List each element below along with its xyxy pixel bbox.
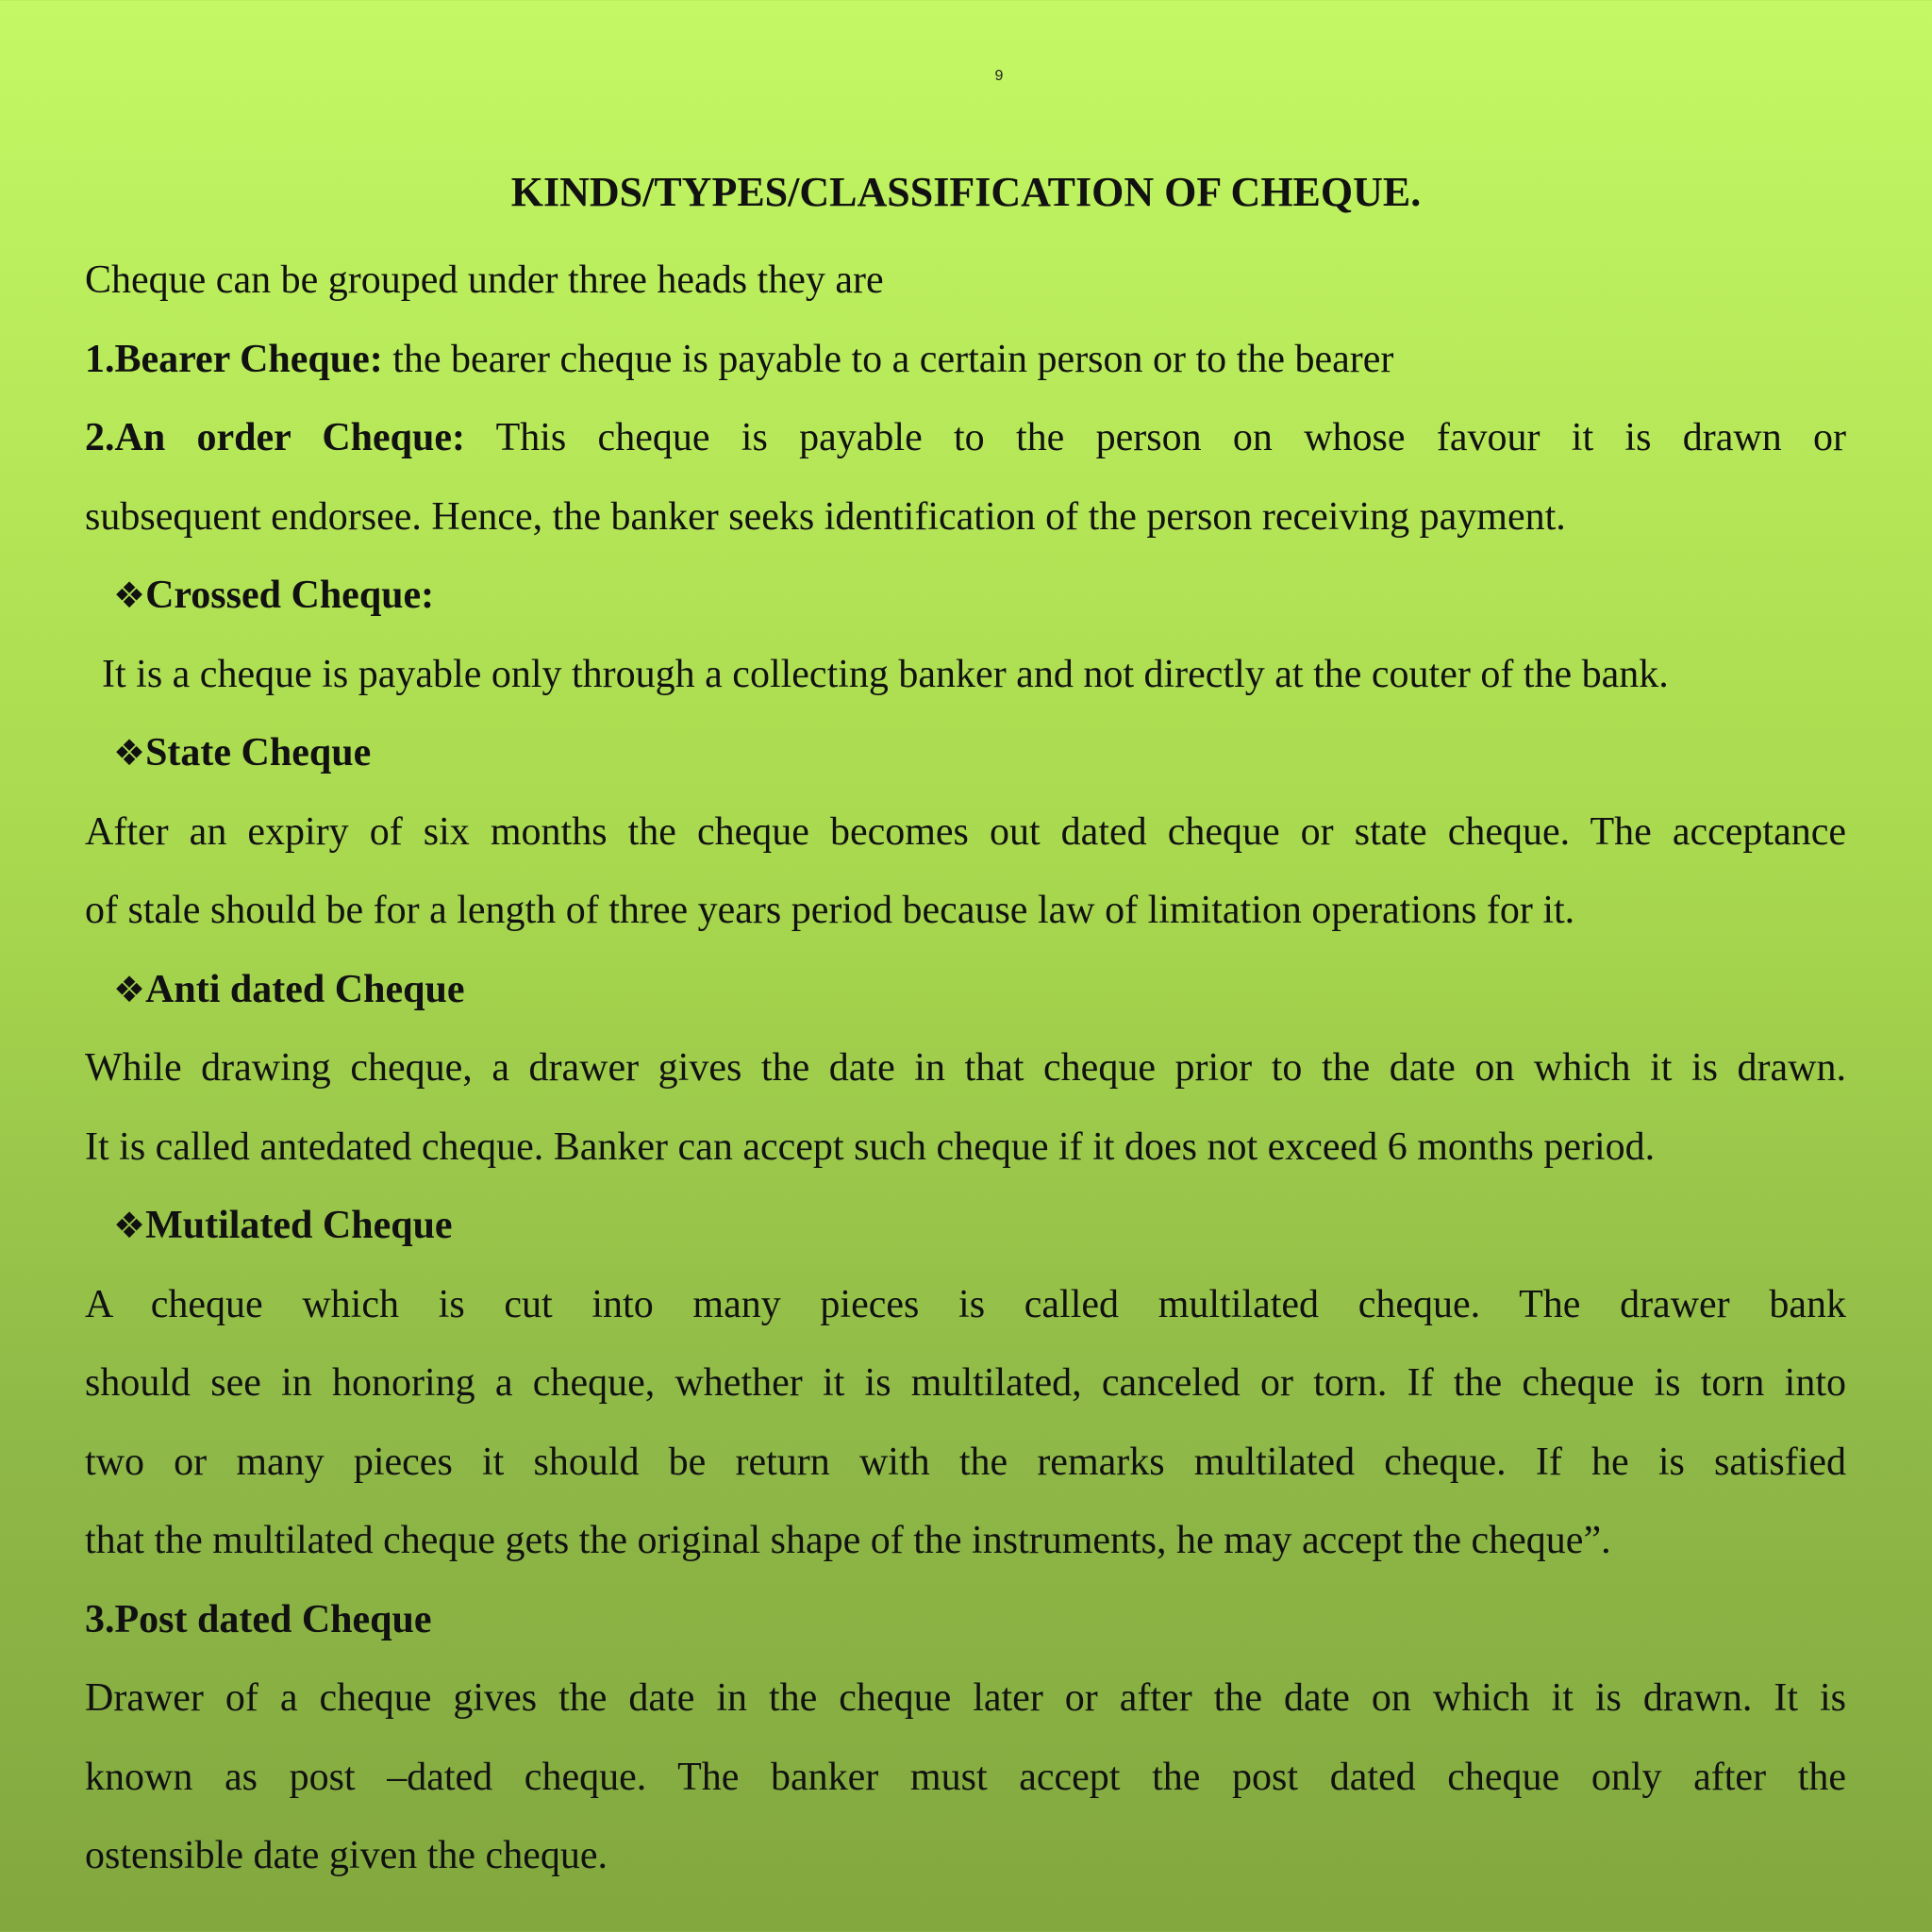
state-cheque-heading [85,714,1846,793]
page-number: 9 [994,68,1004,84]
mutilated-cheque-heading-label: Mutilated Cheque [145,1204,453,1247]
page-title: KINDS/TYPES/CLASSIFICATION OF CHEQUE. [510,169,1422,215]
order-cheque-text: This cheque is payable to the person on whose favour it is drawn or [465,416,1846,459]
diamond-bullet-icon: ❖ [113,732,146,774]
post-dated-cheque-line-1: Drawer of a cheque gives the date in the cheque later or after the date on which it is drawn. It is [85,1676,1846,1720]
diamond-bullet-icon: ❖ [113,575,146,616]
anti-dated-cheque-line-2: It is called antedated cheque. Banker can accept such cheque if it does not exceed 6 months period. [85,1124,1656,1169]
bearer-cheque-text: the bearer cheque is payable to a certain person or to the bearer [382,337,1394,381]
document-body [85,242,1846,1896]
diamond-bullet-icon: ❖ [113,968,146,1010]
order-cheque-line-2: subsequent endorsee. Hence, the banker seeks identification of the person receiving payment. [85,494,1566,539]
diamond-bullet-icon: ❖ [113,1205,146,1246]
bearer-cheque-paragraph [85,321,1846,400]
mutilated-cheque-line-2: should see in honoring a cheque, whether it is multilated, canceled or torn. If the cheque is torn into [85,1361,1846,1405]
mutilated-cheque-line-1: A cheque which is cut into many pieces is called multilated cheque. The drawer bank [85,1282,1846,1326]
order-cheque-line-1 [85,399,1846,478]
anti-dated-cheque-heading-label: Anti dated Cheque [145,967,465,1011]
state-cheque-heading-label: State Cheque [145,731,372,774]
crossed-cheque-heading [85,557,1846,636]
state-cheque-line-2: of stale should be for a length of three years period because law of limitation operations for it. [85,889,1575,932]
intro-text: Cheque can be grouped under three heads they are [85,258,884,302]
crossed-cheque-line-1: It is a cheque is payable only through a collecting banker and not directly at the couter of the bank. [102,652,1669,696]
mutilated-cheque-line-4: that the multilated cheque gets the original shape of the instruments, he may accept the cheque”. [85,1519,1611,1562]
post-dated-cheque-line-3: ostensible date given the cheque. [85,1834,608,1877]
crossed-cheque-heading-label: Crossed Cheque: [145,574,435,617]
anti-dated-cheque-line-1: While drawing cheque, a drawer gives the date in that cheque prior to the date on which it is drawn. [85,1046,1846,1090]
order-cheque-heading: 2.An order Cheque: [85,416,466,459]
mutilated-cheque-line-3: two or many pieces it should be return with the remarks multilated cheque. If he is satisfied [85,1440,1846,1484]
post-dated-cheque-heading: 3.Post dated Cheque [85,1597,432,1641]
mutilated-cheque-heading [85,1187,1846,1266]
bearer-cheque-heading: 1.Bearer Cheque: [85,337,383,381]
post-dated-cheque-line-2: known as post –dated cheque. The banker must accept the post dated cheque only after the [85,1755,1846,1799]
anti-dated-cheque-heading [85,951,1846,1030]
state-cheque-line-1: After an expiry of six months the cheque becomes out dated cheque or state cheque. The acceptance [85,809,1846,854]
